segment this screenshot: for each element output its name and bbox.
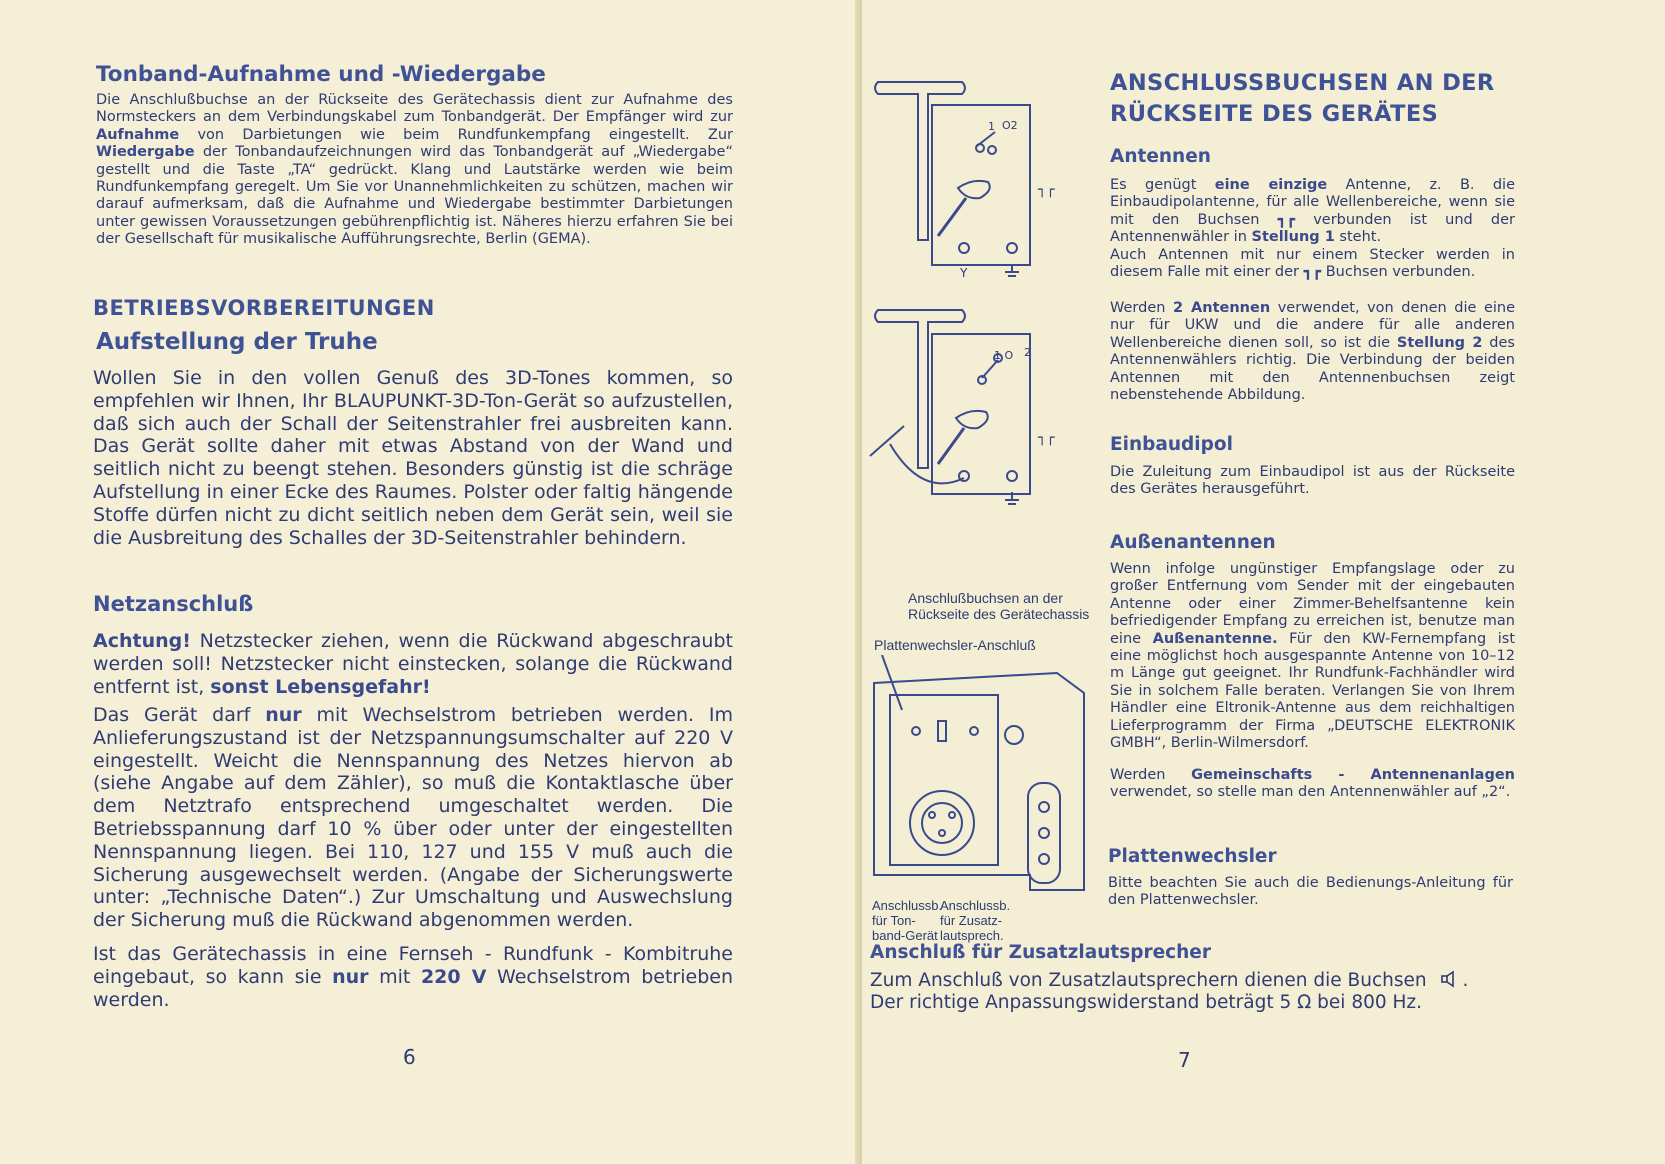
panel-2-label-10: 1 O	[994, 349, 1014, 362]
aussen-p2-b: verwendet, so stelle man den Antennenwähler auf „2“.	[1110, 784, 1511, 801]
right-heading-line1: ANSCHLUSSBUCHSEN AN DER	[1110, 70, 1495, 96]
netz-paragraph-2	[93, 704, 733, 932]
tonband-body	[96, 92, 733, 249]
antenna-diagram-1	[862, 70, 1102, 290]
right-heading	[1110, 68, 1495, 130]
tonband-text-1: Die Anschlußbuchse an der Rückseite des Gerätechassis dient zur Aufnahme des Normsteckers an dem Verbindungskabel zum Tonbandgerät. Der Empfänger wird zur	[96, 92, 733, 126]
tonband-bold-aufnahme: Aufnahme	[96, 126, 180, 143]
netz-p3-bold2: 220 V	[420, 965, 487, 988]
antennen-p2-a: Auch Antennen mit nur einem Stecker werden in diesem Falle mit einer der	[1110, 247, 1515, 281]
figure-caption	[908, 590, 1089, 622]
antennen-p1-a: Es genügt	[1110, 177, 1215, 193]
aussen-p1-a: Wenn infolge ungünstiger Empfangslage oder zu großer Entfernung vom Sender mit der eingebauten Antenne oder einer Zimmer-Behelfsantenne kein befriedigender Empfang zu erreichen ist, benutze man eine	[1110, 561, 1515, 647]
antennen-p3-bold2: Stellung 2	[1396, 334, 1483, 351]
platten-body: Bitte beachten Sie auch die Bedienungs-Anleitung für den Plattenwechsler.	[1108, 875, 1513, 909]
tonband-text-3: der Tonbandaufzeichnungen wird das Tonbandgerät auf „Wiedergabe“ gestellt und die Taste „TA“ gedrückt. Klang und Lautstärke werden wie beim Rundfunkempfang geregelt. Um Sie vor Unannehmlichkeiten zu schützen, machen wir darauf aufmerksam, daß die Aufnahme und Wiedergabe bestimmter Darbietungen unter gewissen Voraussetzungen gebührenpflichtig ist. Näheres hierzu erfahren Sie bei der Gesellschaft für musikalische Aufführungsrechte, Berlin (GEMA).	[96, 144, 733, 248]
antennen-p3-b: verwendet, von denen die eine nur für UKW und die andere für alle anderen Wellenbereiche dienen soll, so ist die	[1110, 300, 1516, 351]
antennen-p2-b: Buchsen verbunden.	[1321, 264, 1476, 281]
antennen-p1-bold: eine einzige	[1214, 177, 1328, 193]
antennen-p3-a: Werden	[1110, 300, 1173, 316]
betrieb-body: Wollen Sie in den vollen Genuß des 3D-Tones kommen, so empfehlen wir Ihnen, Ihr BLAUPUNKT-3D-Ton-Gerät so aufzustellen, daß sich auch der Schall der Seitenstrahler frei ausbreiten kann. Das Gerät sollte daher mit etwas Abstand von der Wand und seitlich nicht zu beengt stehen. Besonders günstig ist die schräge Aufstellung in einer Ecke des Raumes. Polster oder faltig hängende Stoffe dürfen nicht zu dicht seitlich neben dem Gerät sein, weil sie die Ausbreitung des Schalles der 3D-Seitenstrahler behindern.	[93, 367, 733, 549]
antenna-symbol-1: ┐┌	[1038, 182, 1055, 198]
netz-warn-text: Netzstecker ziehen, wenn die Rückwand abgeschraubt werden soll! Netzstecker nicht einstecken, solange die Rückwand entfernt ist,	[93, 630, 733, 698]
tonband-text-2: von Darbietungen wie beim Rundfunkempfang eingestellt. Zur	[179, 126, 733, 143]
tonband-title: Tonband-Aufnahme und -Wiedergabe	[96, 62, 546, 87]
label-a-1: Anschlussb.	[872, 898, 943, 913]
label-lautsprecher-socket	[940, 898, 1010, 943]
panel-1-label-1: 1	[988, 120, 995, 133]
netz-warn-bold2: sonst Lebensgefahr!	[210, 675, 431, 698]
betrieb-subheading: Aufstellung der Truhe	[96, 329, 378, 355]
zusatz-line1: Zum Anschluß von Zusatzlautsprechern dienen die Buchsen	[870, 970, 1427, 991]
aussen-p1	[1110, 561, 1515, 752]
netz-p3-b: mit	[368, 965, 421, 988]
figure-caption-line2: Rückseite des Gerätechassis	[908, 606, 1090, 622]
aussen-p2-a: Werden	[1110, 767, 1192, 783]
chassis-outline	[874, 673, 1084, 890]
label-a-3: band-Gerät	[872, 928, 938, 943]
netz-warning	[93, 630, 733, 698]
aussen-title: Außenantennen	[1110, 532, 1276, 553]
page-number-right: 7	[1178, 1048, 1191, 1072]
netz-warn-bold: Achtung!	[93, 630, 191, 652]
chassis-rear-diagram	[862, 655, 1092, 915]
aussen-p2-bold: Gemeinschafts - Antennenanlagen	[1191, 767, 1515, 783]
right-heading-line2: RÜCKSEITE DES GERÄTES	[1110, 101, 1439, 127]
zusatz-line2: Der richtige Anpassungswiderstand beträgt 5 Ω bei 800 Hz.	[870, 992, 1423, 1013]
einbaudipol-title: Einbaudipol	[1110, 434, 1233, 455]
netz-p3-a: Ist das Gerätechassis in eine Fernseh - Rundfunk - Kombitruhe eingebaut, so kann sie	[93, 943, 733, 988]
netz-p2-a: Das Gerät darf	[93, 704, 266, 726]
plug-2	[956, 411, 988, 428]
label-tonband-socket	[872, 898, 942, 943]
zusatz-line1-wrap: Zum Anschluß von Zusatzlautsprechern dienen die Buchsen .	[870, 970, 1469, 991]
antenna-y-1: Y	[960, 266, 968, 280]
tonband-socket	[910, 791, 974, 855]
netz-p2-bold: nur	[265, 704, 302, 726]
netz-p2-b: mit Wechselstrom betrieben werden. Im Anlieferungszustand ist der Netzspannungsumschalter auf 220 V eingestellt. Weicht die Nennspannung des Netzes hiervon ab (siehe Angabe auf dem Zähler), so muß die Kontaktlasche über dem Netztrafo entsprechend umgeschaltet werden. Die Betriebsspannung darf 10 % über oder unter der eingestellten Nennspannung liegen. Bei 110, 127 und 155 V muß auch die Sicherung ausgewechselt werden. (Angabe der Sicherungswerte unter: „Technische Daten“.) Zur Umschaltung und Auswechslung der Sicherung muß die Rückwand abgenommen werden.	[93, 704, 734, 932]
einbaudipol-body: Die Zuleitung zum Einbaudipol ist aus der Rückseite des Gerätes herausgeführt.	[1110, 464, 1515, 498]
antennen-p1	[1110, 177, 1515, 247]
ukw-antenna	[870, 426, 904, 456]
antennen-p3-bold: 2 Antennen	[1172, 300, 1271, 316]
connector-panel-2	[932, 334, 1030, 494]
speaker-icon	[1440, 970, 1462, 988]
antennen-title: Antennen	[1110, 146, 1211, 167]
right-page	[862, 0, 1665, 1164]
netz-p3-bold1: nur	[332, 965, 369, 988]
platten-label: Plattenwechsler-Anschluß	[874, 637, 1036, 653]
label-b-3: lautsprech.	[940, 928, 1004, 943]
betrieb-heading: BETRIEBSVORBEREITUNGEN	[93, 296, 435, 320]
antennen-symbol-a: ┓┏	[1277, 211, 1296, 228]
netz-p3-c: Wechselstrom betrieben werden.	[93, 965, 733, 1011]
label-b-1: Anschlussb.	[940, 898, 1011, 913]
lautsprecher-socket	[1028, 783, 1060, 883]
tonband-bold-wiedergabe: Wiedergabe	[96, 144, 195, 161]
aussen-p2	[1110, 767, 1515, 802]
antennen-p1-d: steht.	[1334, 229, 1382, 246]
antennen-p2	[1110, 247, 1515, 282]
label-a-2: für Ton-	[872, 913, 916, 928]
antennen-p1-bold2: Stellung 1	[1251, 229, 1335, 246]
figure-caption-line1: Anschlußbuchsen an der	[908, 590, 1063, 606]
antennen-p1-c: verbunden ist und der Antennenwähler in	[1110, 211, 1515, 246]
platten-title: Plattenwechsler	[1108, 846, 1277, 867]
antennen-p3-c: des Antennenwählers richtig. Die Verbindung der beiden Antennen mit den Antennenbuchsen zeigt nebenstehende Abbildung.	[1110, 334, 1515, 404]
netz-title: Netzanschluß	[93, 592, 254, 616]
antenna-symbol-2: ┐┌	[1038, 430, 1055, 446]
netz-paragraph-3	[93, 943, 733, 1011]
label-b-2: für Zusatz-	[940, 913, 1003, 928]
antennen-p1-b: Antenne, z. B. die Einbaudipolantenne, für alle Wellenbereiche, wenn sie mit den Buchsen	[1110, 177, 1515, 228]
antenna-diagram-2	[842, 298, 1102, 528]
aussen-p1-b: Für den KW-Fernempfang ist eine möglichst hoch ausgespannte Antenne von 10–12 m Länge gut geeignet. Ihr Rundfunk-Fachhändler wird Sie in solchem Falle beraten. Verlangen Sie von Ihrem Händler eine Eltronik-Antenne aus dem reichhaltigen Lieferprogramm der Firma „DEUTSCHE ELEKTRONIK GMBH“, Berlin-Wilmersdorf.	[1110, 630, 1516, 752]
panel-2-label-2: 2	[1024, 346, 1031, 359]
antennen-p3	[1110, 300, 1515, 404]
zusatz-body	[870, 970, 1530, 1014]
zusatz-title: Anschluß für Zusatzlautsprecher	[870, 942, 1211, 963]
page-number-left: 6	[403, 1045, 416, 1069]
aussen-p1-bold: Außenantenne.	[1152, 630, 1278, 647]
plug-1	[958, 181, 990, 198]
panel-1-label-o2: O2	[1002, 119, 1018, 132]
antennen-symbol-b: ┓┏	[1303, 264, 1322, 281]
